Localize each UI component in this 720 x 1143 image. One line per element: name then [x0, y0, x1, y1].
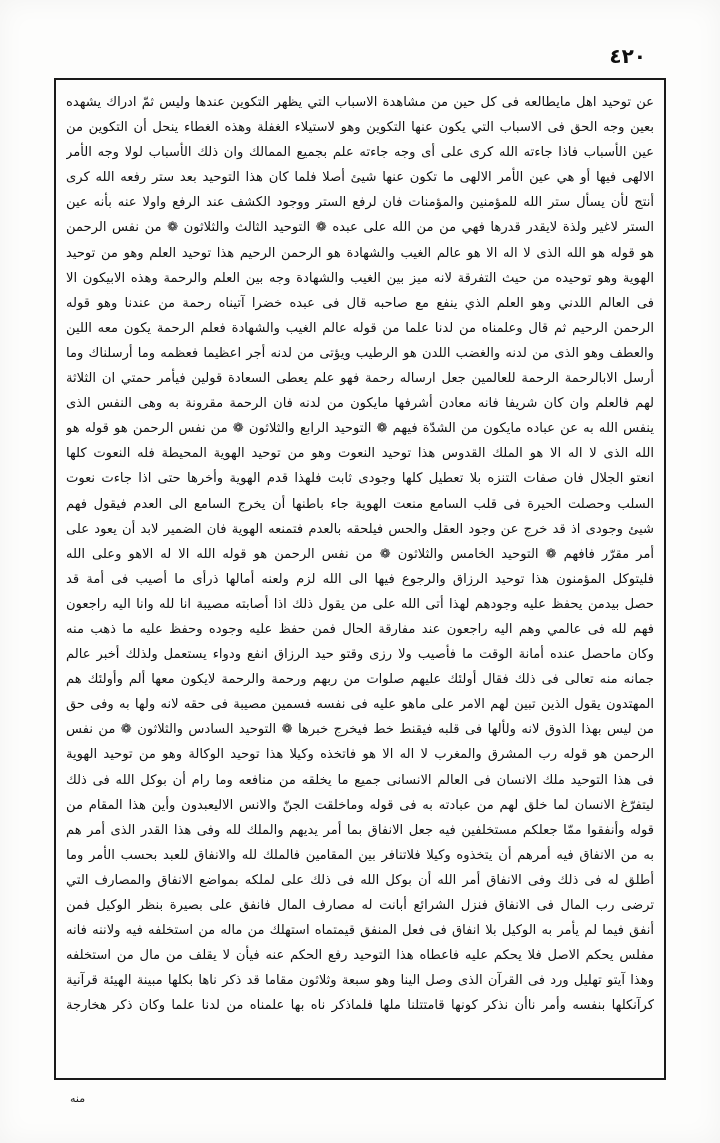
text-frame-border — [54, 78, 666, 1080]
page-number: ٤٢٠ — [609, 44, 646, 68]
body-text: عن توحيد اهل مايطالعه فى كل حين من مشاهدة الاسباب التي يظهر التكوين عندها وليس ثمّ ادراك يشهده بعين وجه الحق فى الاسباب التي يكون عنها التكوين وهو لاستيلاء الغفلة وهذه الغطاء ينحل أن التكوين من عين الأسباب فاذا جاءته الله كرى على أى وجه جاءته علم بجميع الممالك وان ذلك الأسباب لولا وجه الأمر الالهى فيها أو هي عين الأمر الالهى ما تكون عنها شيئ أصلا فلما كان هذا التوحيد بعد ستر رفعه الله كرى أنتج لأن يسأل ستر الله للمؤمنين والمؤمنات فان لرفع الستر ووجود الكشف عند الرفع واولا عنه بأنه عين الستر لاغير ولذة لايقدر قدرها فهي من من الله على عبده ❁ التوحيد الثالث والثلاثون ❁ من نفس الرحمن هو قوله هو الله الذى لا اله الا هو عالم الغيب والشهادة هو الرحمن الرحيم هذا توحيد العلم وهو من توحيد الهوية وهو توحيده من حيث التفرقة لانه ميز بين الغيب والشهادة وجه بين العلم والرحمة وهذه الابيكون الا فى العالم اللدني وهو العلم الذي ينفع مع صاحبه قال فى عبده خضرا آتيناه رحمة من عندنا وهو قوله الرحمن الرحيم ثم قال وعلمناه من لدنا علما من قوله عالم الغيب والشهادة فعلم الرحمة يكون معه اللين والعطف وهو الذى من لدنه والغضب اللدن هو الرطيب ويؤتى من لدنه أجر اعظيما فعظمه وما أرسلناك وما أرسل الابالرحمة الرحمة للعالمين جعل ارساله رحمة فهو علم يعطى السعادة قولين فيأمر حمتي ان الثلاثة لهم فالعلم وان كان شريفا فانه معادن أشرفها مايكون من لدنه فان الرحمة مقرونة به وهى النفس الذى ينفس الله به عن عباده مايكون من الشدّة فيهم ❁ التوحيد الرابع والثلاثون ❁ من نفس الرحمن هو قوله هو الله الذى لا اله الا هو الملك القدوس هذا توحيد النعوت وهو من توحيد الهوية المحيطة فله النعوت كلها انعتو الجلال فان صفات التنزه بلا تعطيل كلها وجودى ثابت فلهذا قدم الهوية وأخرها حتى اذا جاءت نعوت السلب وحصلت الحيرة فى قلب السامع منعت الهوية جاء باطنها أن يخرج السامع الى العدم فيقول فهم شيئ وجودى اذ قد خرج عن وجود العقل والحس فيلحقه بالعدم فتمنعه الهوية فان الضمير لابد أن يعود على أمر مقرّر فافهم ❁ التوحيد الخامس والثلاثون ❁ من نفس الرحمن هو قوله الله الا له الاهو وعلى الله فليتوكل المؤمنون هذا توحيد الرزاق والرجوع فيها الى الله لزم ولعنه أمالها ذرأى ما أصيب فى أمة قد حصل بيدمن يحفظ عليه وجودهم لهذا أتى الله على من يقول ذلك اذا أصابته مصيبة انا لله وانا اليه راجعون فهم لله فى عالمي وهم اليه راجعون عند مفارقة الحال فمن حفظ عليه وجوده وحفظ عليه ما ذهب منه وكان ماحصل عنده أمانة الوقت ما فأصيب ولا رزى وقتو حيد الرزاق انفع ودواء يستعمل ولذلك أخبر عالم جمانه منه تعالى فى ذلك فقال أولئك عليهم صلوات من ربهم ورحمة والرحمة لايكون معها ألم وأولئك هم المهتدون يقول الذين تبين لهم الامر على ماهو عليه فى نفسه فسمين مصيبة فى حقه لانه ولها به وفى حق من ليس بهذا الذوق لانه ولألها فى قلبه فيقنط خط فيخرج خبرها ❁ التوحيد السادس والثلاثون ❁ من نفس الرحمن هو قوله رب المشرق والمغرب لا اله الا هو فاتخذه وكيلا هذا توحيد الوكالة وهو من توحيد الهوية فى هذا التوحيد ملك الانسان فى العالم الانسانى جميع ما يخلقه من منافعه وما رام أن بوكل الله فى ذلك ليتفرّغ الانسان لما خلق لهم من عبادته به فى قوله وماخلقت الجنّ والانس الاليعبدون وأين هذا المقام من قوله وأنفقوا ممّا جعلكم مستخلفين فيه جعل الانفاق بما أمر يديهم والملك لله وفى هذا القدر الذى أمر هم به من الانفاق فيه أمرهم أن يتخذوه وكيلا فلاتنافر بين المقامين فالملك لله والانفاق للعبد بحسب الأمر وما أطلق له فى ذلك وفى الانفاق أمر الله أن بوكل الله فى ذلك على لملكه بمواضع الانفاق والمصارف التي ترضى رب المال فى الانفاق فنزل الشرائع أبانت له مصارف المال فانفق على بصيرة بنظر الوكيل فمن أنفق فيما لم يأمر به الوكيل بلا انفاق فى فعل المنفق قيمتماه استهلك من ماله من استخلفه فيه ولاننه فانه مفلس يحكم الاصل فلا يحكم عليه فاعطاه هذا التوحيد رفع الحكم عنه فيأن لا يقلف من مال من استخلفه وهذا آيتو تهليل ورد فى القرآن الذى وصل الينا وهو سبعة وثلاثون مقاما قد ذكر ناها بكلها مبينة الهيئة قرآنية كرآنكلها بنفسه وأمر ناأن نذكر كونها قامتتلنا ملها فلماذكر ناه بها علمناه من لدنا علما وكان ذكر هخارجة — [66, 95, 654, 1014]
catchword: منه — [70, 1092, 86, 1105]
